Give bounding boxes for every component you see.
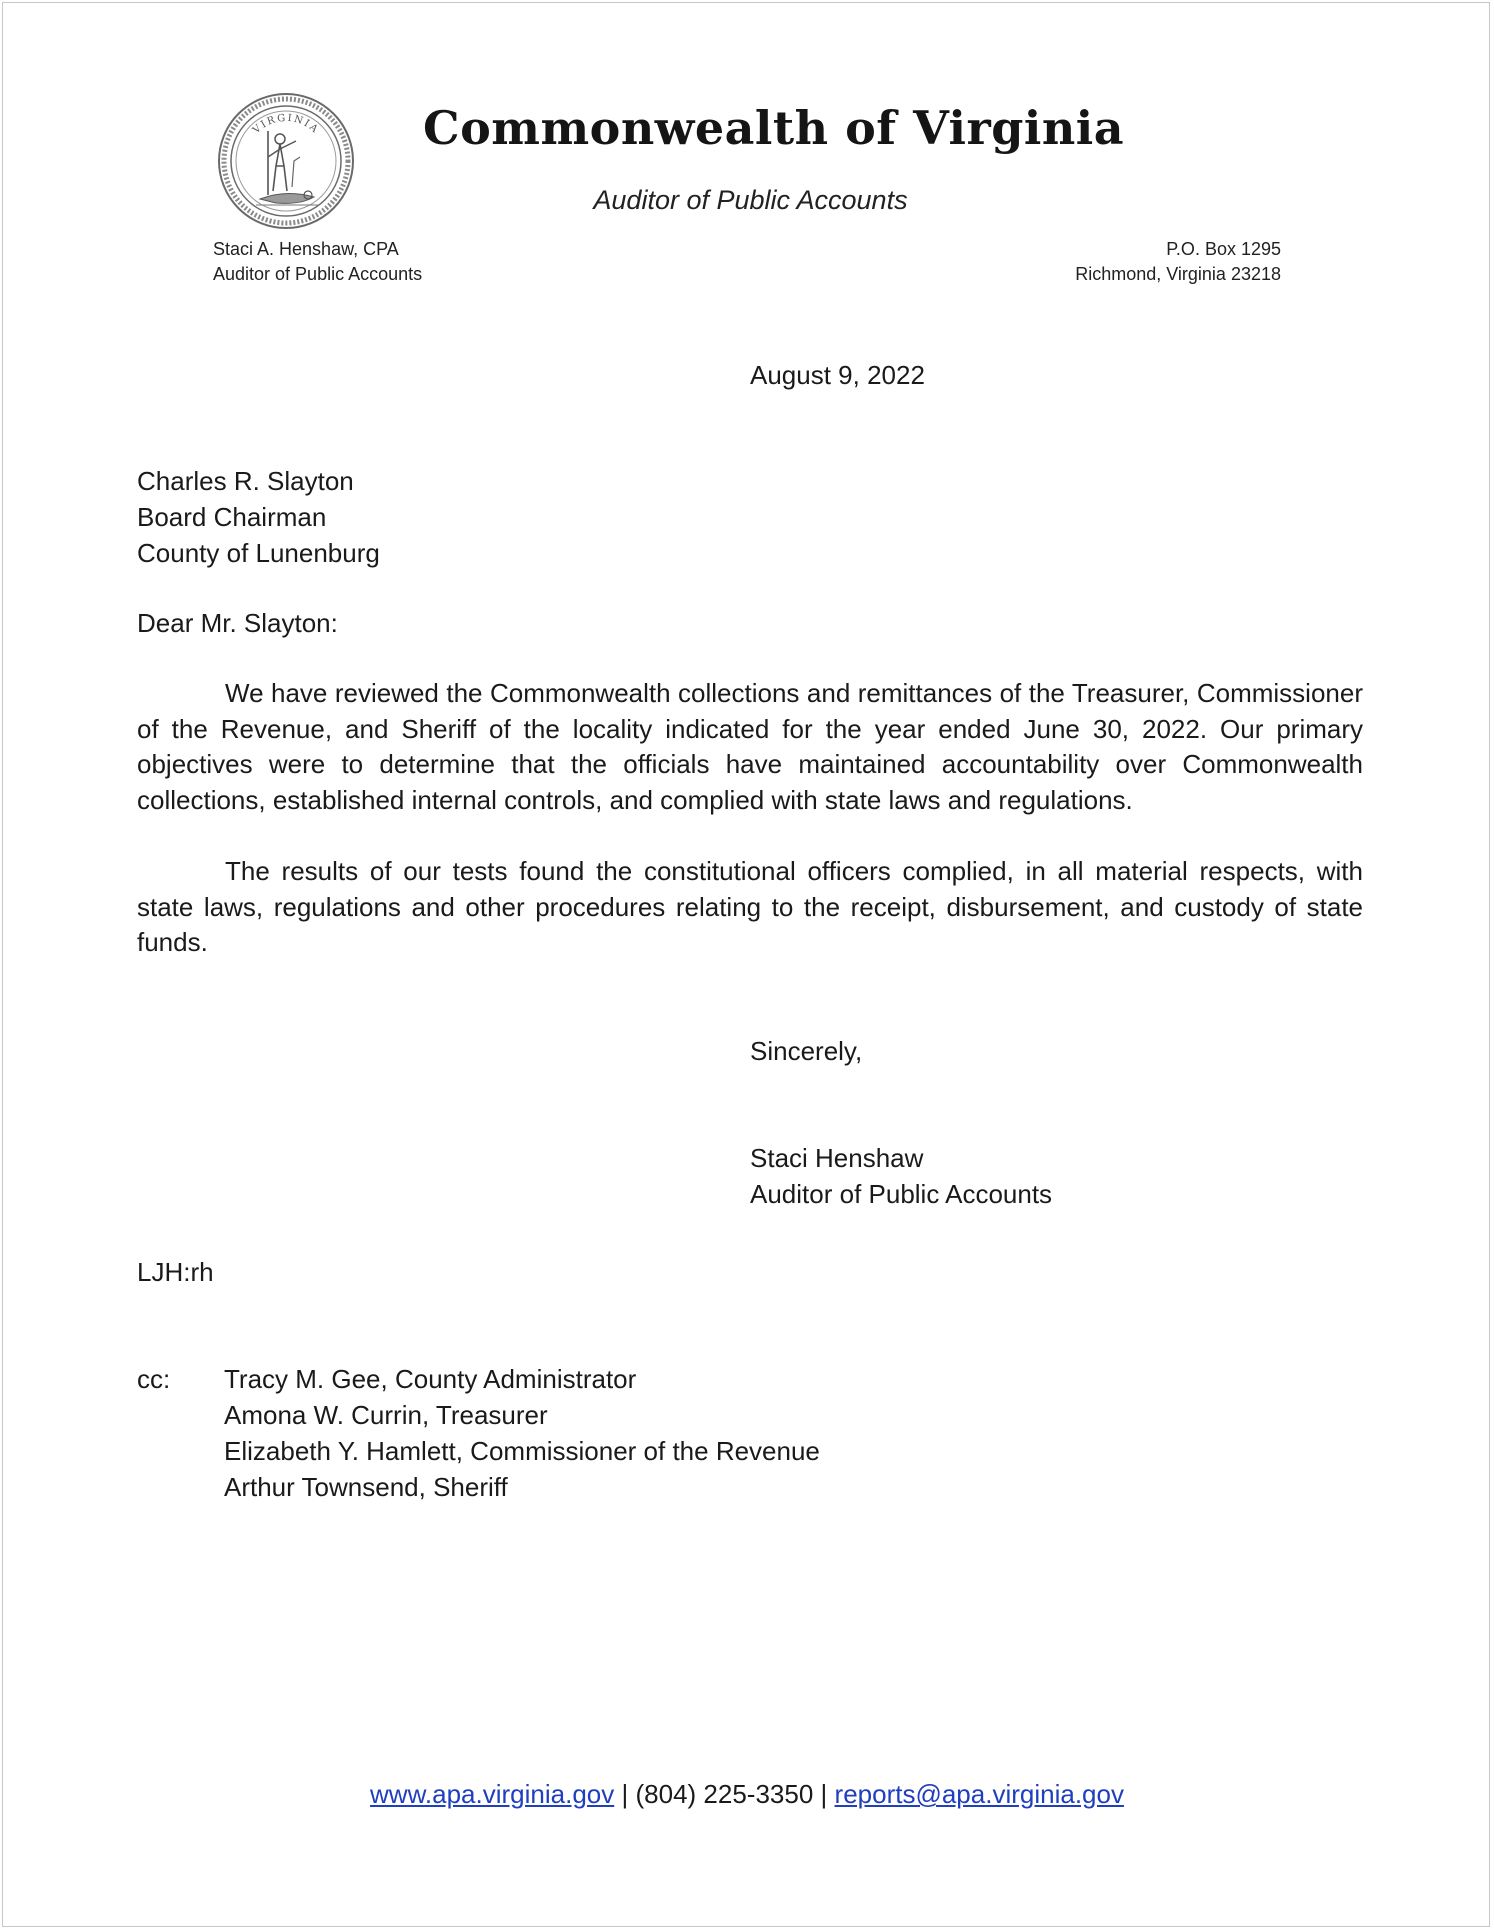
mailing-address-block	[1075, 237, 1281, 287]
recipient-organization: County of Lunenburg	[137, 538, 380, 568]
letter-page	[2, 2, 1490, 1927]
body-paragraph-1: We have reviewed the Commonwealth collections and remittances of the Treasurer, Commissioner of the Revenue, and Sheriff of the locality indicated for the year ended June 30, 2022. Our primary objectives were to determine that the officials have maintained accountability over Commonwealth collections, established internal controls, and complied with state laws and regulations.	[137, 678, 1363, 815]
recipient-name: Charles R. Slayton	[137, 466, 354, 496]
website-link[interactable]: www.apa.virginia.gov	[370, 1779, 615, 1809]
svg-text:VIRGINIA	[250, 113, 321, 137]
virginia-seal-icon	[216, 91, 356, 231]
footer-separator: |	[820, 1779, 828, 1809]
salutation: Dear Mr. Slayton:	[137, 608, 338, 638]
auditor-name: Staci A. Henshaw, CPA	[213, 239, 399, 259]
recipient-title: Board Chairman	[137, 502, 327, 532]
city-state-zip: Richmond, Virginia 23218	[1075, 264, 1281, 284]
seal-text: VIRGINIA	[250, 112, 322, 137]
reference-initials: LJH:rh	[137, 1257, 214, 1287]
po-box: P.O. Box 1295	[1166, 239, 1281, 259]
letter-date: August 9, 2022	[750, 360, 925, 390]
auditor-title: Auditor of Public Accounts	[213, 264, 423, 284]
recipient-address	[137, 463, 380, 571]
body-paragraph-2: The results of our tests found the constitutional officers complied, in all material respects, with state laws, regulations and other procedures relating to the receipt, disbursement, and custody of state funds.	[137, 856, 1363, 957]
page-footer	[0, 1776, 1494, 1812]
auditor-contact-block	[213, 237, 422, 287]
signer-name: Staci Henshaw	[750, 1143, 924, 1173]
email-link[interactable]: reports@apa.virginia.gov	[834, 1779, 1124, 1809]
signer-title: Auditor of Public Accounts	[750, 1179, 1053, 1209]
signature-block	[750, 1140, 1052, 1212]
cc-list	[224, 1361, 820, 1505]
letterhead-title: Commonwealth of Virginia	[423, 101, 1125, 155]
cc-recipient: Tracy M. Gee, County Administrator	[224, 1364, 637, 1394]
footer-phone: (804) 225-3350	[635, 1779, 814, 1809]
footer-separator: |	[621, 1779, 629, 1809]
cc-recipient: Elizabeth Y. Hamlett, Commissioner of the Revenue	[224, 1436, 820, 1466]
letterhead-subtitle: Auditor of Public Accounts	[593, 185, 908, 215]
cc-recipient: Arthur Townsend, Sheriff	[224, 1472, 508, 1502]
closing: Sincerely,	[750, 1036, 863, 1066]
cc-label: cc:	[137, 1364, 171, 1394]
cc-recipient: Amona W. Currin, Treasurer	[224, 1400, 548, 1430]
